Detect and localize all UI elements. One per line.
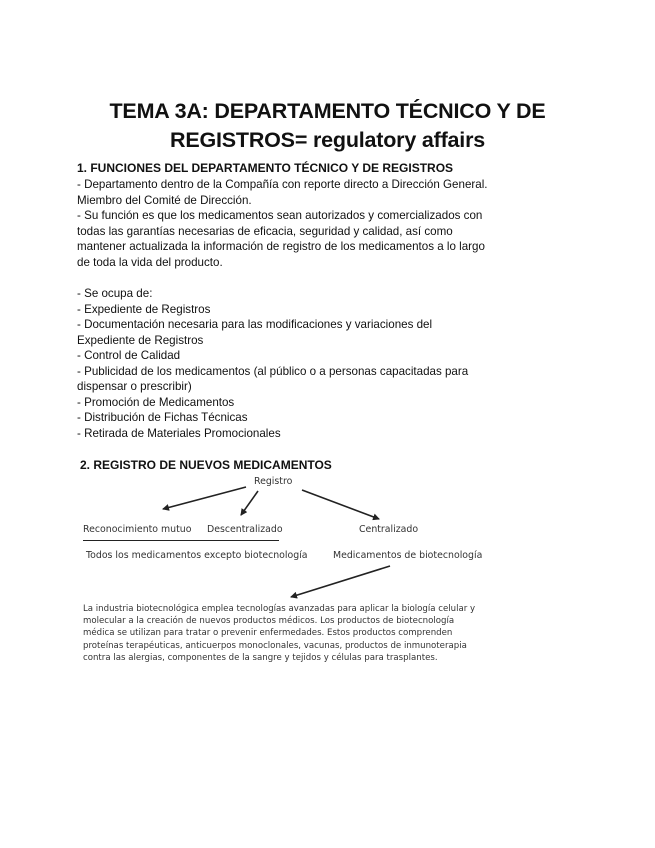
text-line: - Distribución de Fichas Técnicas [77,411,248,424]
page-title [60,97,595,155]
text-line: - Control de Calidad [77,349,181,362]
diagram-paragraph: La industria biotecnológica emplea tecnologías avanzadas para aplicar la biología celular y molecular a la creación de nuevos productos médicos. Los productos de biotecnología médica se utilizan para tratar o prevenir enfermedades. Estos productos comprenden proteínas terapéuticas, anticuerpos monoclonales, vacunas, productos de inmunoterapia contra las alergias, componentes de la sangre y tejidos y células para trasplantes. [83,604,476,663]
text-line: - Promoción de Medicamentos [77,395,235,409]
diagram-left-note: Todos los medicamentos excepto biotecnología [86,550,308,561]
text-line: dispensar o prescribir) [77,380,192,393]
text-line: - Su función es que los medicamentos sean autorizados y comercializados con [77,209,483,222]
diagram-divider [83,540,279,541]
section-1-heading: 1. FUNCIONES DEL DEPARTAMENTO TÉCNICO Y DE REGISTROS [77,161,454,175]
diagram-descentralizado-label: Descentralizado [207,524,283,535]
diagram-right-note: Medicamentos de biotecnología [333,550,483,561]
arrow-to-paragraph [291,566,390,597]
diagram-root-label: Registro [254,476,293,487]
text-line: - Documentación necesaria para las modificaciones y variaciones del [77,318,433,331]
title-line-2: REGISTROS= regulatory affairs [170,128,485,152]
arrow-to-centralizado [302,490,379,519]
text-line: Miembro del Comité de Dirección. [77,193,252,207]
title-line-1: TEMA 3A: DEPARTAMENTO TÉCNICO Y DE [109,99,546,123]
text-line: Expediente de Registros [77,333,204,347]
diagram-centralizado-label: Centralizado [359,524,419,535]
text-line: de toda la vida del producto. [77,255,223,269]
text-line: todas las garantías necesarias de eficacia, seguridad y calidad, así como [77,224,453,238]
arrow-to-mutuo [163,487,246,509]
section-2-heading: 2. REGISTRO DE NUEVOS MEDICAMENTOS [80,458,332,472]
text-line: - Expediente de Registros [77,302,211,316]
text-line: - Departamento dentro de la Compañía con reporte directo a Dirección General. [77,178,488,191]
text-line: - Se ocupa de: [77,287,153,300]
text-line: - Retirada de Materiales Promocionales [77,426,281,440]
text-line: mantener actualizada la información de registro de los medicamentos a lo largo [77,240,485,253]
text-line: - Publicidad de los medicamentos (al público o a personas capacitadas para [77,364,469,378]
diagram-mutuo-label: Reconocimiento mutuo [83,524,192,535]
registro-diagram [78,473,483,673]
arrow-to-descentralizado [241,491,258,515]
